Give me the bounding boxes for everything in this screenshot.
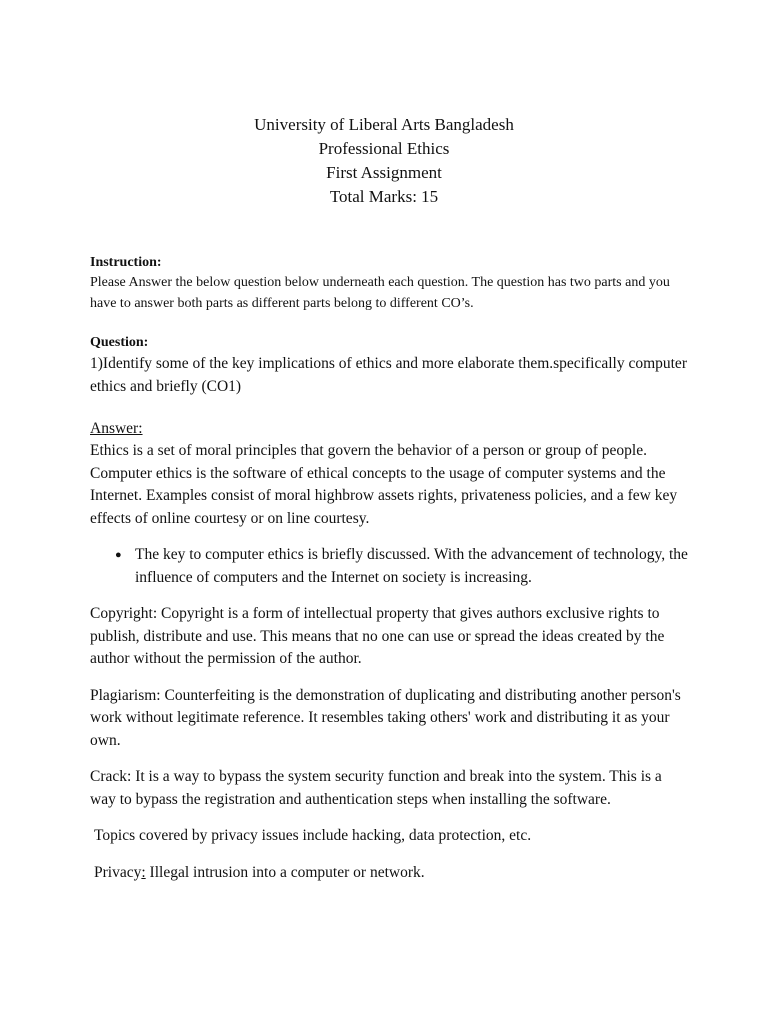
document-header <box>0 113 768 209</box>
total-marks: Total Marks: 15 <box>329 187 439 206</box>
instruction-text: Please Answer the below question below underneath each question. The question has two parts and you have to answer both parts as different parts belong to different CO’s. <box>90 275 670 311</box>
crack-paragraph: Crack: It is a way to bypass the system security function and break into the system. This is a way to bypass the registration and authentication steps when installing the software. <box>90 768 662 808</box>
plagiarism-paragraph: Plagiarism: Counterfeiting is the demonstration of duplicating and distributing another person's work without legitimate reference. It resembles taking others' work and distributing it as your own. <box>90 686 681 749</box>
document-body <box>90 254 690 884</box>
privacy-paragraph <box>90 862 690 885</box>
privacy-label: Privacy <box>94 863 142 881</box>
list-item <box>90 544 690 589</box>
course-title: Professional Ethics <box>318 139 450 158</box>
answer-intro-paragraph: Ethics is a set of moral principles that govern the behavior of a person or group of people. Computer ethics is the software of ethical concepts to the usage of computer systems and the Internet. Examples consist of moral highbrow assets rights, privateness policies, and a few key effects of online courtesy or on line courtesy. <box>90 442 678 527</box>
instruction-heading: Instruction: <box>90 255 162 270</box>
question-text: 1)Identify some of the key implications of ethics and more elaborate them.specifically computer ethics and briefly (CO1) <box>90 355 687 395</box>
answer-heading: Answer: <box>90 420 143 437</box>
bullet-list <box>90 544 690 589</box>
assignment-title: First Assignment <box>326 163 442 182</box>
bullet-text: The key to computer ethics is briefly discussed. With the advancement of technology, the influence of computers and the Internet on society is increasing. <box>135 546 688 586</box>
privacy-colon: : <box>141 863 146 881</box>
bullet-icon: ● <box>115 549 122 561</box>
privacy-topics-paragraph: Topics covered by privacy issues include hacking, data protection, etc. <box>94 827 532 844</box>
privacy-text: Illegal intrusion into a computer or network. <box>145 863 425 881</box>
university-name: University of Liberal Arts Bangladesh <box>254 115 514 134</box>
copyright-paragraph: Copyright: Copyright is a form of intellectual property that gives authors exclusive rights to publish, distribute and use. This means that no one can use or spread the ideas created by the author without the permission of the author. <box>90 605 665 667</box>
question-heading: Question: <box>90 335 149 350</box>
